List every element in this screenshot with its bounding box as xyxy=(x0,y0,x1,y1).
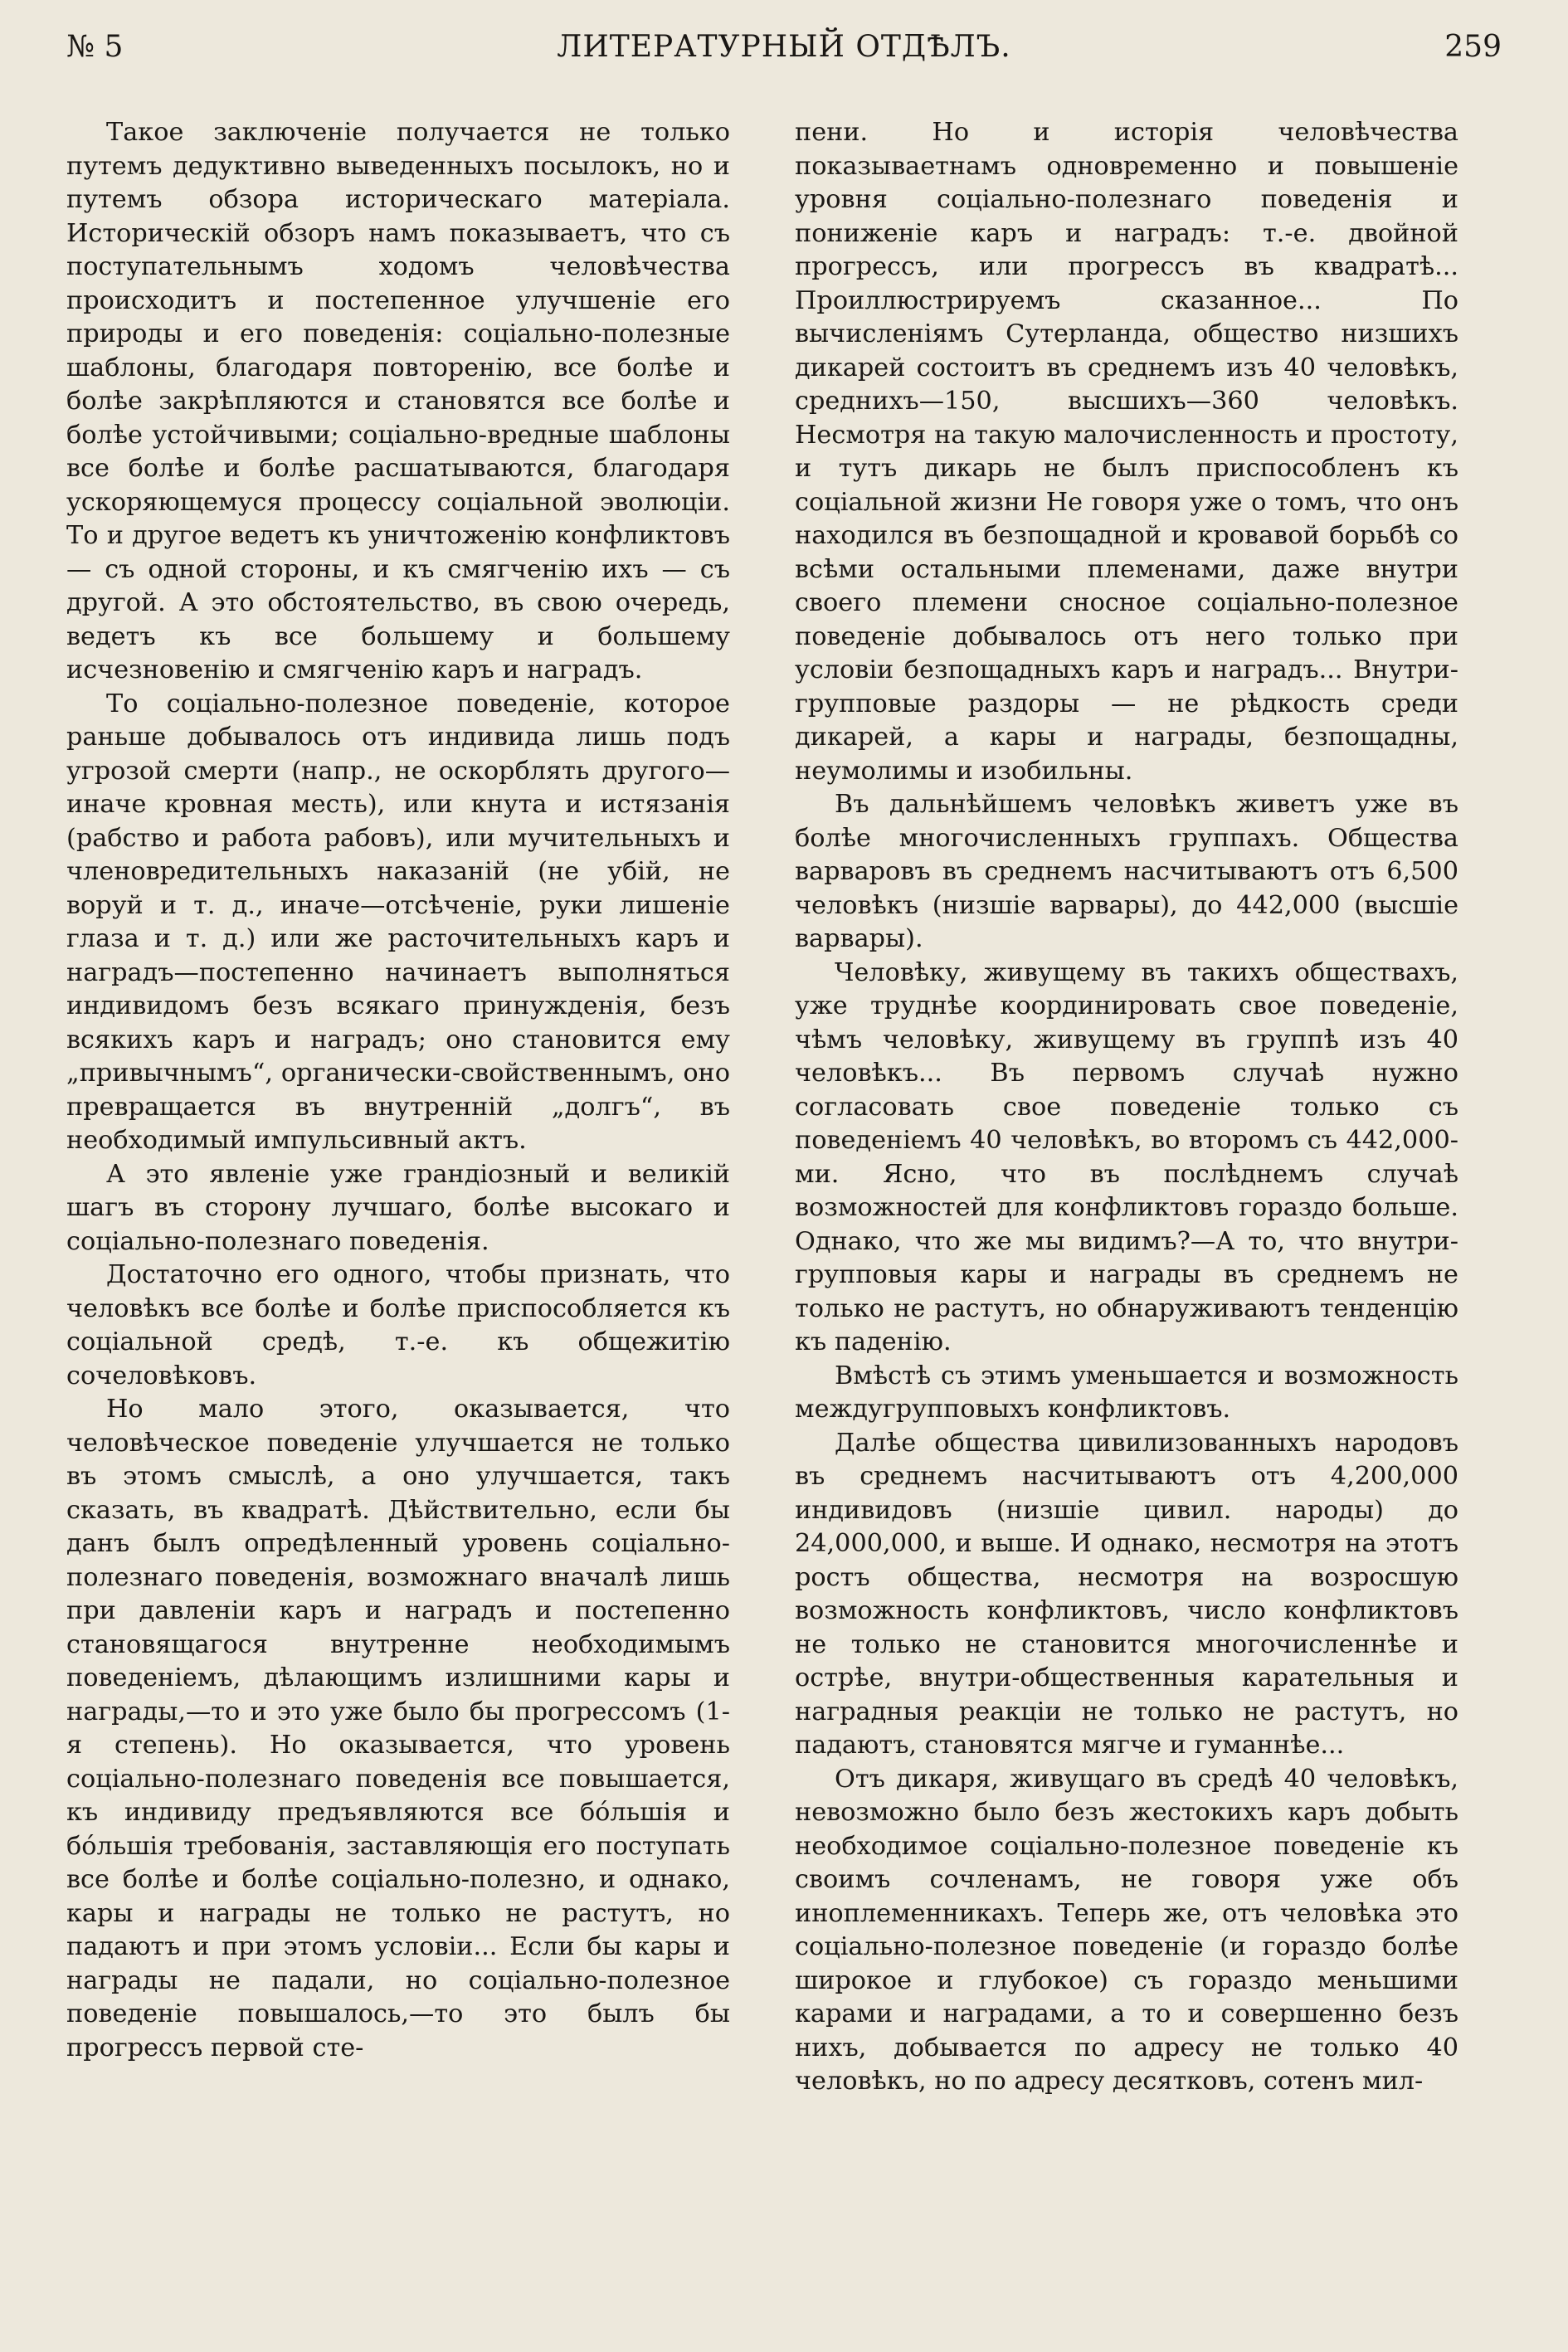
paragraph: Достаточно его одного, чтобы признать, что человѣкъ все болѣе и болѣе приспособляется къ соціальной средѣ, т.-е. къ общежитію сочеловѣковъ. xyxy=(66,1260,730,1390)
paragraph: А это явленіе уже грандіозный и великій шагъ въ сторону лучшаго, болѣе высокаго и соціально-полезнаго поведенія. xyxy=(66,1159,730,1256)
page-number: 259 xyxy=(1444,30,1502,64)
paragraph: пени. Но и исторія человѣчества показываетнамъ одновременно и повышеніе уровня соціально-полезнаго поведенія и пониженіе каръ и наградъ: т.-е. двойной прогрессъ, или прогрессъ въ квадратѣ... Проиллюстрируемъ сказанное... По вычисленіямъ Сутерланда, общество низшихъ дикарей состоитъ въ среднемъ изъ 40 человѣкъ, среднихъ—150, высшихъ—360 человѣкъ. Несмотря на такую малочисленность и простоту, и тутъ дикарь не былъ приспособленъ къ соціальной жизни Не говоря уже о томъ, что онъ находился въ безпощадной и кровавой борьбѣ со всѣми остальными племенами, даже внутри своего племени сносное соціально-полезное поведеніе добывалось отъ него только при условіи безпощадныхъ каръ и наградъ... Внутри-групповые раздоры — не рѣдкость среди дикарей, а кары и награды, безпощадны, неумолимы и изобильны. xyxy=(795,118,1458,786)
paragraph: Далѣе общества цивилизованныхъ народовъ въ среднемъ насчитываютъ отъ 4,200,000 индивидовъ (низшіе цивил. народы) до 24,000,000, и выше. И однако, несмотря на этотъ ростъ общества, несмотря на возросшую возможность конфликтовъ, число конфликтовъ не только не становится многочисленнѣе и острѣе, внутри-общественныя карательныя и наградныя реакціи не только не растутъ, но падаютъ, становятся мягче и гуманнѣе... xyxy=(795,1428,1458,1760)
right-column xyxy=(795,116,1458,2099)
left-column xyxy=(66,116,730,2065)
section-title: ЛИТЕРАТУРНЫЙ ОТДѢЛЪ. xyxy=(557,30,1011,64)
paragraph: Но мало этого, оказывается, что человѣческое поведеніе улучшается не только въ этомъ смыслѣ, а оно улучшается, такъ сказать, въ квадратѣ. Дѣйствительно, если бы данъ былъ опредѣленный уровень соціально-полезнаго поведенія, возможнаго вначалѣ лишь при давленіи каръ и наградъ и постепенно становящагося внутренне необходимымъ поведеніемъ, дѣлающимъ излишними кары и награды,—то и это уже было бы прогрессомъ (1-я степень). Но оказывается, что уровень соціально-полезнаго поведенія все повышается, къ индивиду предъявляются все бόльшія и бόльшія требованія, заставляющія его поступать все болѣе и болѣе соціально-полезно, и однако, кары и награды не только не растутъ, но падаютъ и при этомъ условіи... Если бы кары и награды не падали, но соціально-полезное поведеніе повышалось,—то это былъ бы прогрессъ первой сте- xyxy=(66,1395,730,2062)
running-header xyxy=(66,23,1502,73)
paragraph: Такое заключеніе получается не только путемъ дедуктивно выведенныхъ посылокъ, но и путемъ обзора историческаго матеріала. Историческій обзоръ намъ показываетъ, что съ поступательнымъ ходомъ человѣчества происходитъ и постепенное улучшеніе его природы и его поведенія: соціально-полезные шаблоны, благодаря повторенію, все болѣе и болѣе закрѣпляются и становятся все болѣе и болѣе устойчивыми; соціально-вредные шаблоны все болѣе и болѣе расшатываются, благодаря ускоряющемуся процессу соціальной эволюціи. То и другое ведетъ къ уничтоженію конфликтовъ— съ одной стороны, и къ смягченію ихъ — съ другой. А это обстоятельство, въ свою очередь, ведетъ къ все большему и большему исчезновенію и смягченію каръ и наградъ. xyxy=(66,118,730,684)
paragraph: То соціально-полезное поведеніе, которое раньше добывалось отъ индивида лишь подъ угрозой смерти (напр., не оскорблять другого— иначе кровная месть), или кнута и истязанія (рабство и работа рабовъ), или мучительныхъ и членовредительныхъ наказаній (не убій, не воруй и т. д., иначе—отсѣченіе, руки лишеніе глаза и т. д.) или же расточительныхъ каръ и наградъ—постепенно начинаетъ выполняться индивидомъ безъ всякаго принужденія, безъ всякихъ каръ и наградъ; оно становится ему „привычнымъ“, органически-свойственнымъ, оно превращается въ внутренній „долгъ“, въ необходимый импульсивный актъ. xyxy=(66,689,730,1155)
paragraph: Отъ дикаря, живущаго въ средѣ 40 человѣкъ, невозможно было безъ жестокихъ каръ добыть необходимое соціально-полезное поведеніе къ своимъ сочленамъ, не говоря уже объ иноплеменникахъ. Теперь же, отъ человѣка это соціально-полезное поведеніе (и гораздо болѣе широкое и глубокое) съ гораздо меньшими карами и наградами, а то и совершенно безъ нихъ, добывается по адресу не только 40 человѣкъ, но по адресу десятковъ, сотенъ мил- xyxy=(795,1764,1458,2096)
paragraph: Вмѣстѣ съ этимъ уменьшается и возможность междугрупповыхъ конфликтовъ. xyxy=(795,1361,1458,1424)
paragraph: Въ дальнѣйшемъ человѣкъ живетъ уже въ болѣе многочисленныхъ группахъ. Общества варваровъ въ среднемъ насчитываютъ отъ 6,500 человѣкъ (низшіе варвары), до 442,000 (высшіе варвары). xyxy=(795,790,1458,953)
paragraph: Человѣку, живущему въ такихъ обществахъ, уже труднѣе координировать свое поведеніе, чѣмъ человѣку, живущему въ группѣ изъ 40 человѣкъ... Въ первомъ случаѣ нужно согласовать свое поведеніе только съ поведеніемъ 40 человѣкъ, во второмъ съ 442,000-ми. Ясно, что въ послѣднемъ случаѣ возможностей для конфликтовъ гораздо больше. Однако, что же мы видимъ?—А то, что внутри-групповыя кары и награды въ среднемъ не только не растутъ, но обнаруживаютъ тенденцію къ паденію. xyxy=(795,957,1458,1356)
issue-number: № 5 xyxy=(66,30,124,64)
